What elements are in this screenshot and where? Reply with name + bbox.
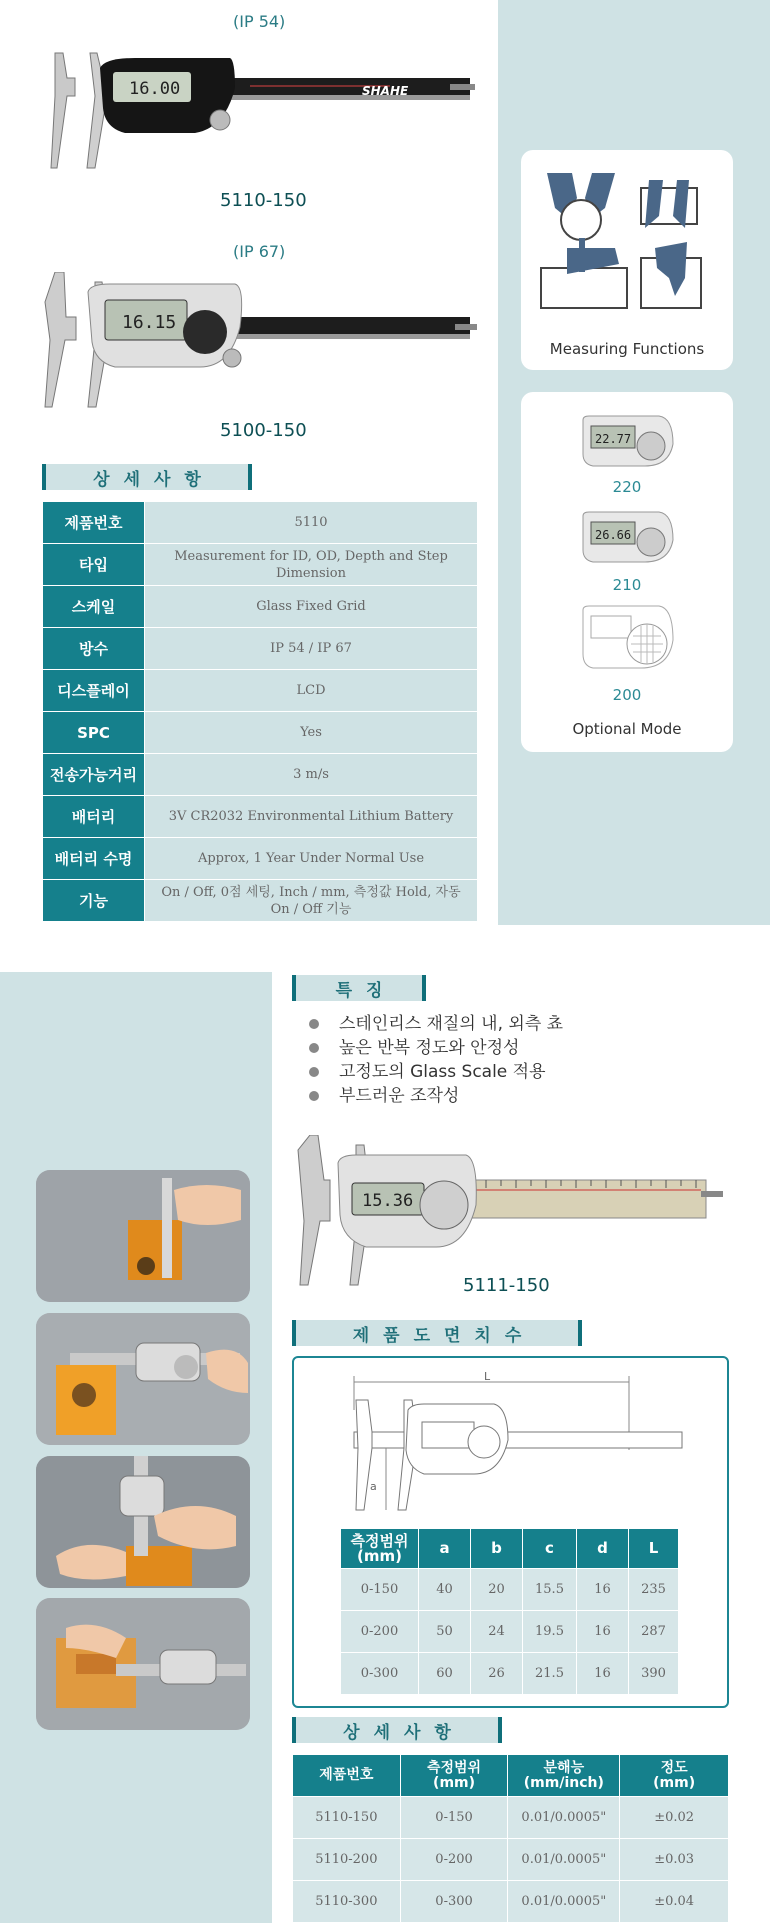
mode-220-reading: 22.77 xyxy=(595,432,632,446)
dim-header-b: b xyxy=(471,1529,523,1569)
svg-text:L: L xyxy=(484,1370,491,1383)
spec-value: 3V CR2032 Environmental Lithium Battery xyxy=(145,796,478,838)
dim-cell: 16 xyxy=(577,1569,629,1611)
dim-cell: 287 xyxy=(629,1611,679,1653)
spec-row xyxy=(43,628,478,670)
caliper-5100-image xyxy=(40,272,480,412)
usage-photo-step xyxy=(36,1598,250,1730)
spec-key: 전송가능거리 xyxy=(43,754,145,796)
feature-item: 고정도의 Glass Scale 적용 xyxy=(305,1060,563,1084)
spec-key: 배터리 xyxy=(43,796,145,838)
optional-mode-caption: Optional Mode xyxy=(572,720,682,738)
features-heading: 특징 xyxy=(292,975,426,1001)
dim-cell: 50 xyxy=(419,1611,471,1653)
product2-ip-label: (IP 67) xyxy=(233,242,286,261)
product1-brand-mark: SHAHE xyxy=(362,84,409,98)
spec-value: On / Off, 0점 세팅, Inch / mm, 측정값 Hold, 자동 On / Off 기능 xyxy=(145,880,478,922)
spec-key: 제품번호 xyxy=(43,502,145,544)
spec-value: LCD xyxy=(145,670,478,712)
dim-cell: 0-300 xyxy=(341,1653,419,1695)
svg-text:a: a xyxy=(370,1480,377,1493)
usage-photo-outside xyxy=(36,1313,250,1445)
spec-row xyxy=(43,880,478,922)
dim-cell: 24 xyxy=(471,1611,523,1653)
dimensions-box xyxy=(292,1356,729,1708)
spec-value: Measurement for ID, OD, Depth and Step Dimension xyxy=(145,544,478,586)
det-header-range: 측정범위 (mm) xyxy=(400,1755,508,1797)
spec-heading: 상세사항 xyxy=(42,464,252,490)
spec-value: IP 54 / IP 67 xyxy=(145,628,478,670)
spec-row xyxy=(43,586,478,628)
spec-value: 5110 xyxy=(145,502,478,544)
spec-row xyxy=(43,670,478,712)
dimension-table xyxy=(340,1528,679,1695)
feature-item: 스테인리스 재질의 내, 외측 쵸 xyxy=(305,1012,563,1036)
spec-row xyxy=(43,796,478,838)
dim-cell: 0-200 xyxy=(341,1611,419,1653)
mode-220-image xyxy=(581,414,677,472)
dim-cell: 20 xyxy=(471,1569,523,1611)
spec-value: Yes xyxy=(145,712,478,754)
mode-200-image xyxy=(581,604,677,674)
dim-header-L: L xyxy=(629,1529,679,1569)
spec-row xyxy=(43,838,478,880)
spec-key: 스케일 xyxy=(43,586,145,628)
usage-photo-inside xyxy=(36,1456,250,1588)
product2-display-reading: 16.15 xyxy=(122,312,177,333)
spec-row xyxy=(43,754,478,796)
product2-model: 5100-150 xyxy=(220,420,307,441)
det-row xyxy=(293,1881,729,1923)
dim-cell: 21.5 xyxy=(523,1653,577,1695)
detail2-heading: 상세사항 xyxy=(292,1717,502,1743)
dim-row xyxy=(341,1653,679,1695)
measuring-functions-icons xyxy=(537,168,717,318)
dimension-drawing xyxy=(324,1370,704,1520)
det-header-accuracy: 정도 (mm) xyxy=(620,1755,729,1797)
det-header-resolution: 분해능 (mm/inch) xyxy=(508,1755,620,1797)
det-cell: 5110-200 xyxy=(293,1839,401,1881)
product-5111-display-reading: 15.36 xyxy=(362,1191,414,1211)
product1-model: 5110-150 xyxy=(220,190,307,211)
spec-value: Glass Fixed Grid xyxy=(145,586,478,628)
dim-cell: 60 xyxy=(419,1653,471,1695)
spec-row xyxy=(43,502,478,544)
spec-key: 배터리 수명 xyxy=(43,838,145,880)
dim-cell: 15.5 xyxy=(523,1569,577,1611)
det-cell: 0.01/0.0005" xyxy=(508,1881,620,1923)
mode-220-label: 220 xyxy=(612,478,642,496)
dim-cell: 19.5 xyxy=(523,1611,577,1653)
det-cell: ±0.04 xyxy=(620,1881,729,1923)
measuring-functions-card xyxy=(521,150,733,370)
det-cell: ±0.02 xyxy=(620,1797,729,1839)
feature-item: 높은 반복 정도와 안정성 xyxy=(305,1036,563,1060)
spec-key: SPC xyxy=(43,712,145,754)
det-cell: 0-150 xyxy=(400,1797,508,1839)
detail2-table xyxy=(292,1754,729,1923)
spec-table xyxy=(42,501,478,922)
optional-mode-card xyxy=(521,392,733,752)
dimensions-heading: 제품도면치수 xyxy=(292,1320,582,1346)
det-cell: 0.01/0.0005" xyxy=(508,1797,620,1839)
spec-value: Approx, 1 Year Under Normal Use xyxy=(145,838,478,880)
spec-value: 3 m/s xyxy=(145,754,478,796)
det-cell: ±0.03 xyxy=(620,1839,729,1881)
spec-row xyxy=(43,712,478,754)
measuring-functions-caption: Measuring Functions xyxy=(549,340,705,358)
dim-cell: 16 xyxy=(577,1653,629,1695)
dim-row xyxy=(341,1611,679,1653)
feature-list xyxy=(305,1012,563,1108)
mode-210-reading: 26.66 xyxy=(595,528,632,542)
spec-key: 기능 xyxy=(43,880,145,922)
dim-cell: 40 xyxy=(419,1569,471,1611)
dim-header-a: a xyxy=(419,1529,471,1569)
dim-header-d: d xyxy=(577,1529,629,1569)
usage-photo-depth xyxy=(36,1170,250,1302)
det-header-model: 제품번호 xyxy=(293,1755,401,1797)
mode-210-image xyxy=(581,510,677,568)
dim-cell: 16 xyxy=(577,1611,629,1653)
product1-ip-label: (IP 54) xyxy=(233,12,286,31)
product1-display-reading: 16.00 xyxy=(129,79,181,99)
dim-cell: 235 xyxy=(629,1569,679,1611)
dim-cell: 26 xyxy=(471,1653,523,1695)
spec-key: 디스플레이 xyxy=(43,670,145,712)
det-row xyxy=(293,1839,729,1881)
dim-header-c: c xyxy=(523,1529,577,1569)
spec-key: 타입 xyxy=(43,544,145,586)
mode-210-label: 210 xyxy=(612,576,642,594)
dim-header-range: 측정범위 (mm) xyxy=(341,1529,419,1569)
det-cell: 0-200 xyxy=(400,1839,508,1881)
bottom-left-panel xyxy=(0,972,272,1923)
dim-row xyxy=(341,1569,679,1611)
caliper-5111-image xyxy=(296,1135,731,1295)
mode-200-label: 200 xyxy=(612,686,642,704)
spec-key: 방수 xyxy=(43,628,145,670)
det-row xyxy=(293,1797,729,1839)
dim-cell: 0-150 xyxy=(341,1569,419,1611)
det-cell: 0-300 xyxy=(400,1881,508,1923)
caliper-5110-image xyxy=(45,48,480,180)
det-cell: 5110-150 xyxy=(293,1797,401,1839)
spec-row xyxy=(43,544,478,586)
product-5111-model: 5111-150 xyxy=(463,1275,550,1296)
feature-item: 부드러운 조작성 xyxy=(305,1084,563,1108)
det-cell: 0.01/0.0005" xyxy=(508,1839,620,1881)
dim-cell: 390 xyxy=(629,1653,679,1695)
det-cell: 5110-300 xyxy=(293,1881,401,1923)
